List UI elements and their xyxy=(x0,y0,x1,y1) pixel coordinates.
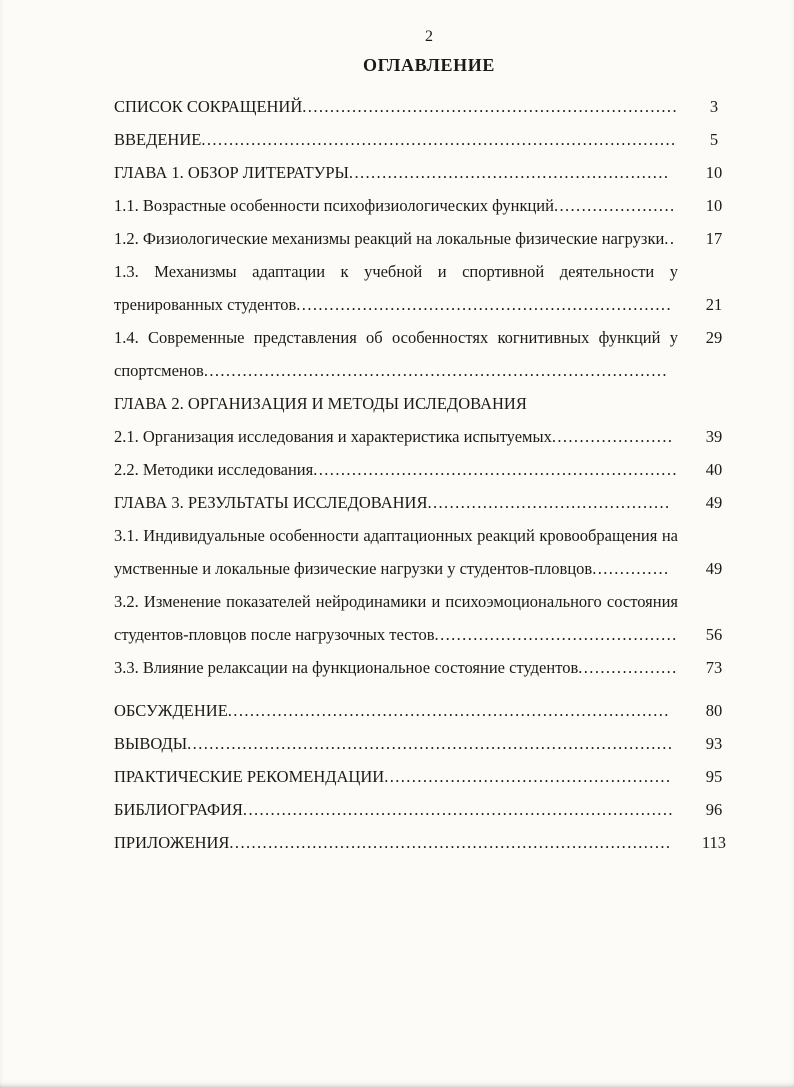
dot-leader: .................................................................................... xyxy=(203,361,668,380)
toc-entry-body xyxy=(114,255,684,321)
page-number: 2 xyxy=(425,28,433,45)
toc-entry-body xyxy=(114,420,684,453)
toc-entry-text: ГЛАВА 1. ОБЗОР ЛИТЕРАТУРЫ xyxy=(114,163,349,182)
dot-leader: ............................................ xyxy=(434,625,678,644)
dot-leader: .................................................... xyxy=(384,767,672,786)
toc-entry-page: 73 xyxy=(705,658,723,677)
toc-entry xyxy=(114,222,744,255)
toc-entry-text: 3.3. Влияние релаксации на функциональное состояние студентов xyxy=(114,658,579,677)
toc-entry-body xyxy=(114,727,684,760)
toc-entry-page: 56 xyxy=(705,625,723,644)
toc-entry-body xyxy=(114,694,684,727)
toc-entry xyxy=(114,321,744,387)
toc-entry-body xyxy=(114,519,684,585)
toc-entry-body xyxy=(114,90,684,123)
toc-entry-body xyxy=(114,387,684,420)
toc-entry-text: ГЛАВА 2. ОРГАНИЗАЦИЯ И МЕТОДЫ ИСЛЕДОВАНИЯ xyxy=(114,394,527,413)
toc-entry-page: 3 xyxy=(709,97,719,116)
toc-entry-text: 1.1. Возрастные особенности психофизиологических функций xyxy=(114,196,554,215)
toc-entry xyxy=(114,826,744,859)
toc-entry-body xyxy=(114,486,684,519)
toc-entry xyxy=(114,727,744,760)
toc-entry-text: 3.2. Изменение показателей нейродинамики и психоэмоционального состояния студентов-пловцов после нагрузочных тестов xyxy=(114,592,678,644)
toc-entry-text: 2.1. Организация исследования и характеристика испытуемых xyxy=(114,427,552,446)
toc-entry-body xyxy=(114,760,684,793)
toc-entry-text: ГЛАВА 3. РЕЗУЛЬТАТЫ ИССЛЕДОВАНИЯ xyxy=(114,493,428,512)
toc-entry xyxy=(114,387,744,420)
dot-leader: .................................................................... xyxy=(296,295,672,314)
toc-entry-body xyxy=(114,826,684,859)
toc-entry xyxy=(114,694,744,727)
toc-entry xyxy=(114,453,744,486)
dot-leader: .................................................................... xyxy=(302,97,678,116)
toc-entry-page: 29 xyxy=(705,328,723,347)
toc-entry-text: ВЫВОДЫ xyxy=(114,734,188,753)
toc-entry-body xyxy=(114,651,684,684)
toc-list xyxy=(114,90,744,859)
toc-entry-page: 10 xyxy=(705,163,723,182)
toc-entry-page: 95 xyxy=(705,767,723,786)
toc-entry-body xyxy=(114,189,684,222)
toc-entry xyxy=(114,519,744,585)
toc-entry-page: 10 xyxy=(705,196,723,215)
toc-entry xyxy=(114,585,744,651)
toc-entry xyxy=(114,123,744,156)
dot-leader: ...................... xyxy=(551,427,674,446)
toc-entry-text: 1.2. Физиологические механизмы реакций на локальные физические нагрузки xyxy=(114,229,665,248)
dot-leader: ................................................................................ xyxy=(227,701,670,720)
toc-entry-page: 49 xyxy=(705,559,723,578)
toc-entry xyxy=(114,651,744,684)
dot-leader: ...................................................................................... xyxy=(201,130,677,149)
toc-entry-body xyxy=(114,585,684,651)
dot-leader: ................................................................................ xyxy=(229,833,672,852)
dot-leader: .................................................................. xyxy=(313,460,678,479)
toc-entry-page: 17 xyxy=(705,229,723,248)
toc-entry-text: БИБЛИОГРАФИЯ xyxy=(114,800,243,819)
toc-entry-body xyxy=(114,321,684,387)
dot-leader: .......................................................... xyxy=(348,163,670,182)
toc-entry-text: 3.1. Индивидуальные особенности адаптационных реакций кровообращения на умственные и локальные физические нагрузки у студентов-пловцов xyxy=(114,526,678,578)
toc-entry-page: 40 xyxy=(705,460,723,479)
toc-entry-page: 39 xyxy=(705,427,723,446)
toc-entry xyxy=(114,90,744,123)
toc-entry xyxy=(114,420,744,453)
toc-entry-text: ОБСУЖДЕНИЕ xyxy=(114,701,228,720)
toc-entry-page: 93 xyxy=(705,734,723,753)
toc-entry-page: 80 xyxy=(705,701,723,720)
toc-entry xyxy=(114,760,744,793)
toc-entry xyxy=(114,486,744,519)
toc-entry-body xyxy=(114,123,684,156)
dot-leader: ........................................................................................ xyxy=(187,734,674,753)
toc-entry-body xyxy=(114,222,684,255)
dot-leader: ...................... xyxy=(553,196,676,215)
toc-title: ОГЛАВЛЕНИЕ xyxy=(363,55,495,75)
toc-entry-text: 2.2. Методики исследования xyxy=(114,460,314,479)
toc-entry-page: 113 xyxy=(701,833,727,852)
toc-entry-text: ПРИЛОЖЕНИЯ xyxy=(114,833,230,852)
toc-entry xyxy=(114,189,744,222)
toc-entry-page: 5 xyxy=(709,130,719,149)
toc-entry xyxy=(114,255,744,321)
toc-entry-body xyxy=(114,793,684,826)
dot-leader: .. xyxy=(664,229,676,248)
toc-entry xyxy=(114,156,744,189)
dot-leader: ............................................ xyxy=(427,493,671,512)
dot-leader: .............. xyxy=(592,559,670,578)
toc-entry-text: ВВЕДЕНИЕ xyxy=(114,130,202,149)
toc-entry-body xyxy=(114,156,684,189)
toc-entry-page: 21 xyxy=(705,295,723,314)
toc-entry-text: ПРАКТИЧЕСКИЕ РЕКОМЕНДАЦИИ xyxy=(114,767,385,786)
toc-entry-text: СПИСОК СОКРАЩЕНИЙ xyxy=(114,97,303,116)
toc-entry-text: 1.3. Механизмы адаптации к учебной и спортивной деятельности у тренированных студентов xyxy=(114,262,678,314)
toc-entry-page: 96 xyxy=(705,800,723,819)
toc-entry-body xyxy=(114,453,684,486)
dot-leader: .............................................................................. xyxy=(242,800,674,819)
toc-entry-page: 49 xyxy=(705,493,723,512)
toc-entry xyxy=(114,793,744,826)
dot-leader: .................. xyxy=(578,658,678,677)
toc-entry-text: 1.4. Современные представления об особенностях когнитивных функций у спортсменов xyxy=(114,328,678,380)
